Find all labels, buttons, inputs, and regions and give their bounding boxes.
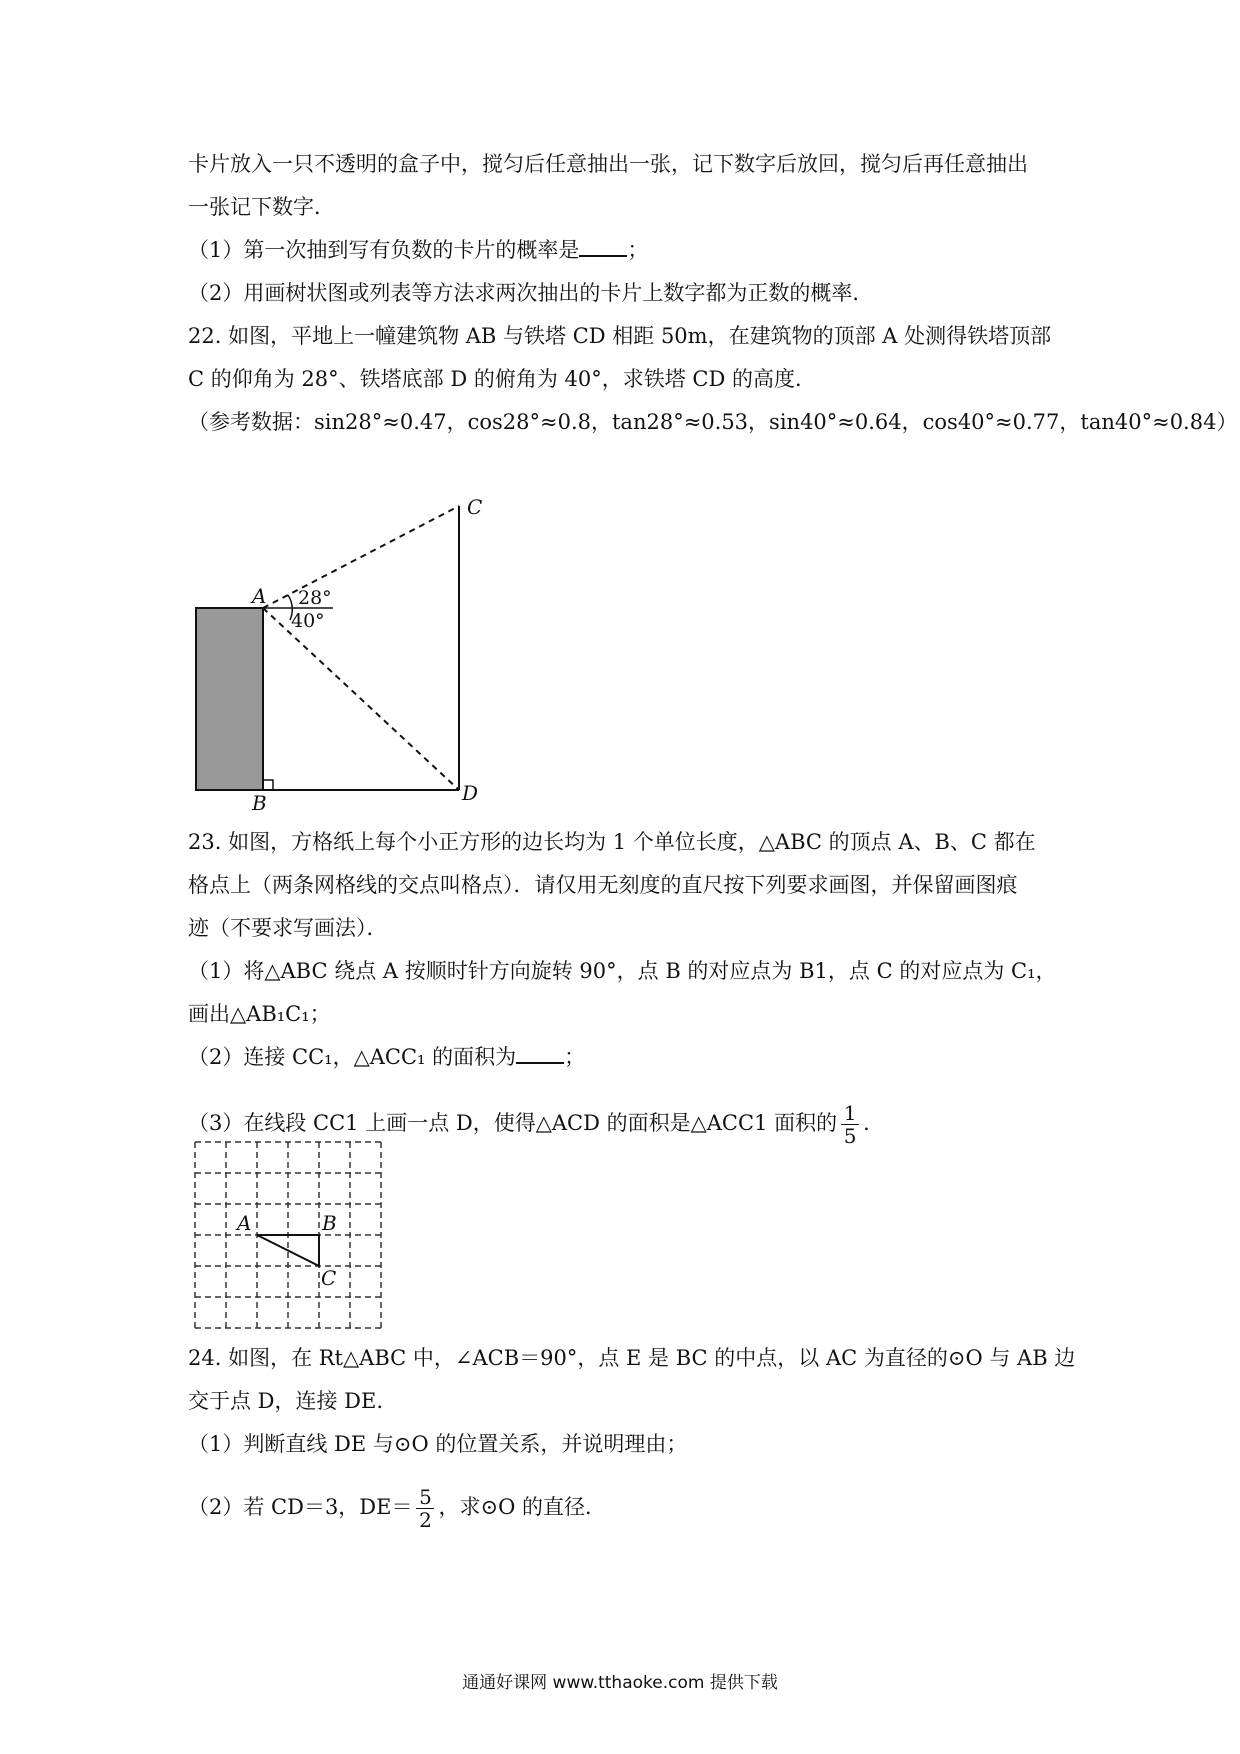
- label-d: D: [462, 781, 479, 805]
- q23-part-3-end: ．: [863, 1111, 885, 1135]
- q21-line-2: 一张记下数字．: [188, 195, 335, 219]
- fraction-numerator: 1: [843, 1101, 857, 1125]
- q23-line-1: 23. 如图，方格纸上每个小正方形的边长均为 1 个单位长度，△ABC 的顶点 A、B、C 都在: [188, 830, 1036, 854]
- grid-label-b: B: [322, 1211, 337, 1235]
- q24-part-1: （1）判断直线 DE 与⊙O 的位置关系，并说明理由；: [188, 1432, 688, 1456]
- sight-line-ad: [263, 608, 459, 790]
- q24-line-2: 交于点 D，连接 DE.: [188, 1389, 384, 1413]
- fraction-five-halves: [416, 1486, 434, 1531]
- q21-line-1: 卡片放入一只不透明的盒子中，搅匀后任意抽出一张，记下数字后放回，搅匀后再任意抽出: [188, 152, 1028, 176]
- q23-part-1-cont: 画出△AB₁C₁；: [188, 1002, 331, 1026]
- right-angle-mark: [263, 780, 273, 790]
- q24-part-2-text: （2）若 CD＝3，DE＝: [188, 1495, 413, 1519]
- tower-figure: [196, 495, 482, 815]
- label-b: B: [252, 791, 267, 815]
- grid-figure: [195, 1142, 381, 1328]
- q21-part-1-text: （1）第一次抽到写有负数的卡片的概率是: [188, 238, 580, 262]
- answer-blank: [516, 1044, 564, 1064]
- q23-part-2: [188, 1043, 585, 1071]
- q22-reference-data: （参考数据：sin28°≈0.47，cos28°≈0.8，tan28°≈0.53，sin40°≈0.64，cos40°≈0.77，tan40°≈0.84）: [188, 410, 1238, 434]
- q23-line-3: 迹（不要求写画法）．: [188, 916, 388, 940]
- grid-label-c: C: [321, 1266, 337, 1290]
- q23-part-1: （1）将△ABC 绕点 A 按顺时针方向旋转 90°，点 B 的对应点为 B1，点 C 的对应点为 C₁，: [188, 959, 1057, 983]
- q22-line-2: C 的仰角为 28°、铁塔底部 D 的俯角为 40°，求铁塔 CD 的高度．: [188, 367, 816, 391]
- fraction-one-fifth: [841, 1102, 859, 1147]
- q23-part-3: [188, 1102, 884, 1147]
- q24-line-1: 24. 如图，在 Rt△ABC 中，∠ACB＝90°，点 E 是 BC 的中点，以 AC 为直径的⊙O 与 AB 边: [188, 1346, 1076, 1370]
- angle-40: 40°: [291, 610, 325, 632]
- sight-line-ac: [263, 506, 459, 608]
- q24-part-2: [188, 1486, 606, 1531]
- q23-part-2-end: ；: [564, 1045, 586, 1069]
- q23-line-2: 格点上（两条网格线的交点叫格点）．请仅用无刻度的直尺按下列要求画图，并保留画图痕: [188, 873, 1018, 897]
- angle-28: 28°: [298, 587, 332, 609]
- fraction-denominator: 5: [843, 1124, 857, 1148]
- fraction-numerator: 5: [419, 1485, 432, 1509]
- q23-part-2-text: （2）连接 CC₁，△ACC₁ 的面积为: [188, 1045, 517, 1069]
- q21-part-2: （2）用画树状图或列表等方法求两次抽出的卡片上数字都为正数的概率．: [188, 281, 874, 305]
- q24-part-2-end: ，求⊙O 的直径．: [438, 1495, 606, 1519]
- grid-label-a: A: [237, 1211, 252, 1235]
- building-rect: [196, 608, 263, 790]
- q22-line-1: 22. 如图，平地上一幢建筑物 AB 与铁塔 CD 相距 50m，在建筑物的顶部 A 处测得铁塔顶部: [188, 324, 1052, 348]
- label-a: A: [252, 584, 267, 608]
- q23-part-3-text: （3）在线段 CC1 上画一点 D，使得△ACD 的面积是△ACC1 面积的: [188, 1111, 838, 1135]
- triangle-abc: [257, 1235, 319, 1266]
- fraction-denominator: 2: [419, 1508, 432, 1532]
- page-footer: 通通好课网 www.tthaoke.com 提供下载: [462, 1673, 778, 1693]
- q21-part-1-end: ；: [627, 238, 649, 262]
- label-c: C: [467, 495, 483, 519]
